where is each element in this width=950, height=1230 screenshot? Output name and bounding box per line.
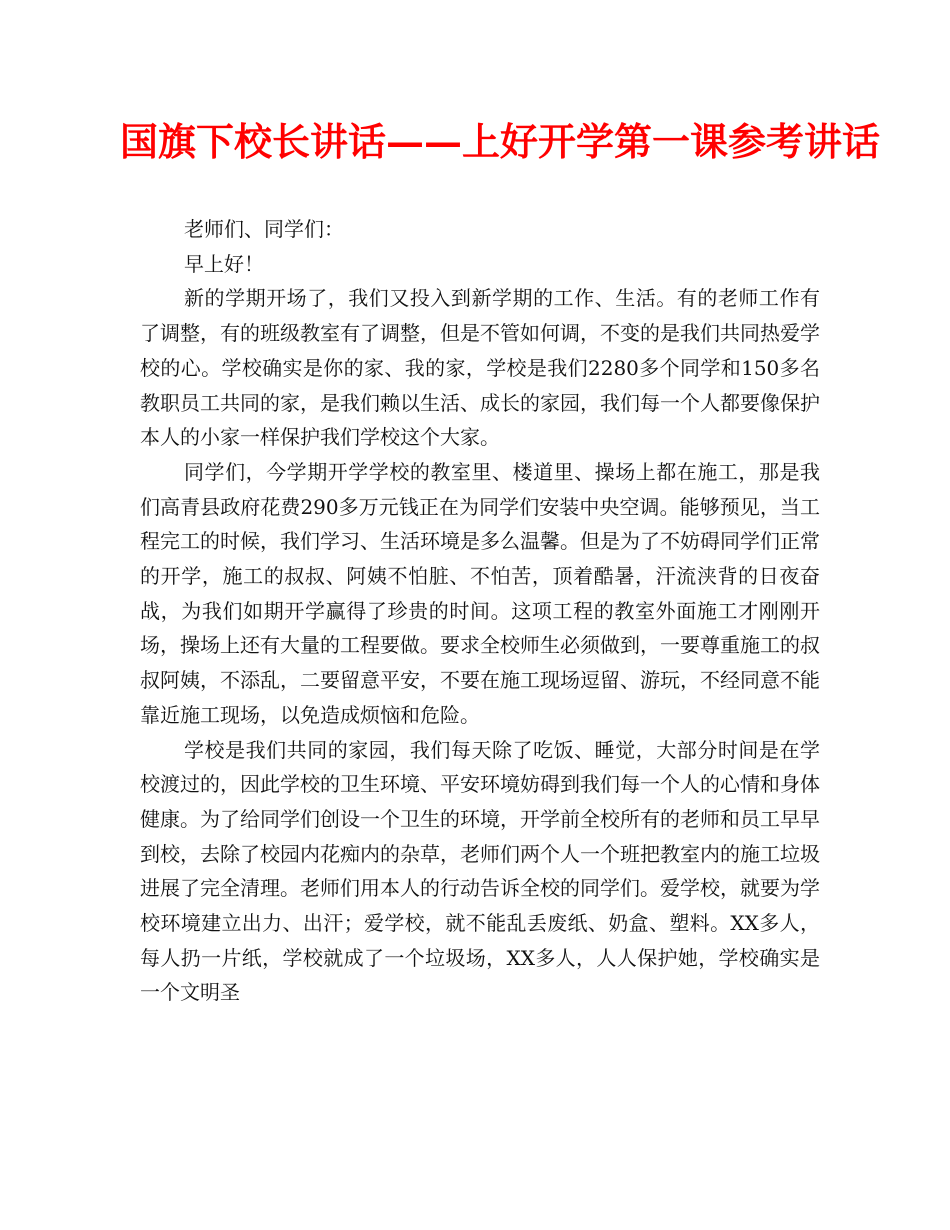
paragraph: 学校是我们共同的家园，我们每天除了吃饭、睡觉，大部分时间是在学校渡过的，因此学校的卫生环境、平安环境妨碍到我们每一个人的心情和身体健康。为了给同学们创设一个卫生的环境，开学前全校所有的老师和员工早早到校，去除了校园内花痴内的杂草，老师们两个人一个班把教室内的施工垃圾进展了完全清理。老师们用本人的行动告诉全校的同学们。爱学校，就要为学校环境建立出力、出汗；爱学校，就不能乱丢废纸、奶盒、塑料。XX多人，每人扔一片纸，学校就成了一个垃圾场，XX多人，人人保护她，学校确实是一个文明圣	[140, 737, 820, 1005]
document-title: 国旗下校长讲话——上好开学第一课参考讲话	[120, 119, 881, 164]
paragraph: 新的学期开场了，我们又投入到新学期的工作、生活。有的老师工作有了调整，有的班级教室有了调整，但是不管如何调，不变的是我们共同热爱学校的心。学校确实是你的家、我的家，学校是我们2280多个同学和150多名教职员工共同的家，是我们赖以生活、成长的家园，我们每一个人都要像保护本人的小家一样保护我们学校这个大家。	[140, 286, 820, 450]
greeting: 早上好！	[184, 251, 264, 276]
document-body	[140, 212, 820, 1010]
paragraph: 同学们，今学期开学学校的教室里、楼道里、操场上都在施工，那是我们高青县政府花费290多万元钱正在为同学们安装中央空调。能够预见，当工程完工的时候，我们学习、生活环境是多么温馨。但是为了不妨碍同学们正常的开学，施工的叔叔、阿姨不怕脏、不怕苦，顶着酷暑，汗流浃背的日夜奋战，为我们如期开学赢得了珍贵的时间。这项工程的教室外面施工才刚刚开场，操场上还有大量的工程要做。要求全校师生必须做到，一要尊重施工的叔叔阿姨，不添乱，二要留意平安，不要在施工现场逗留、游玩，不经同意不能靠近施工现场，以免造成烦恼和危险。	[140, 459, 820, 727]
salutation: 老师们、同学们：	[184, 217, 344, 241]
